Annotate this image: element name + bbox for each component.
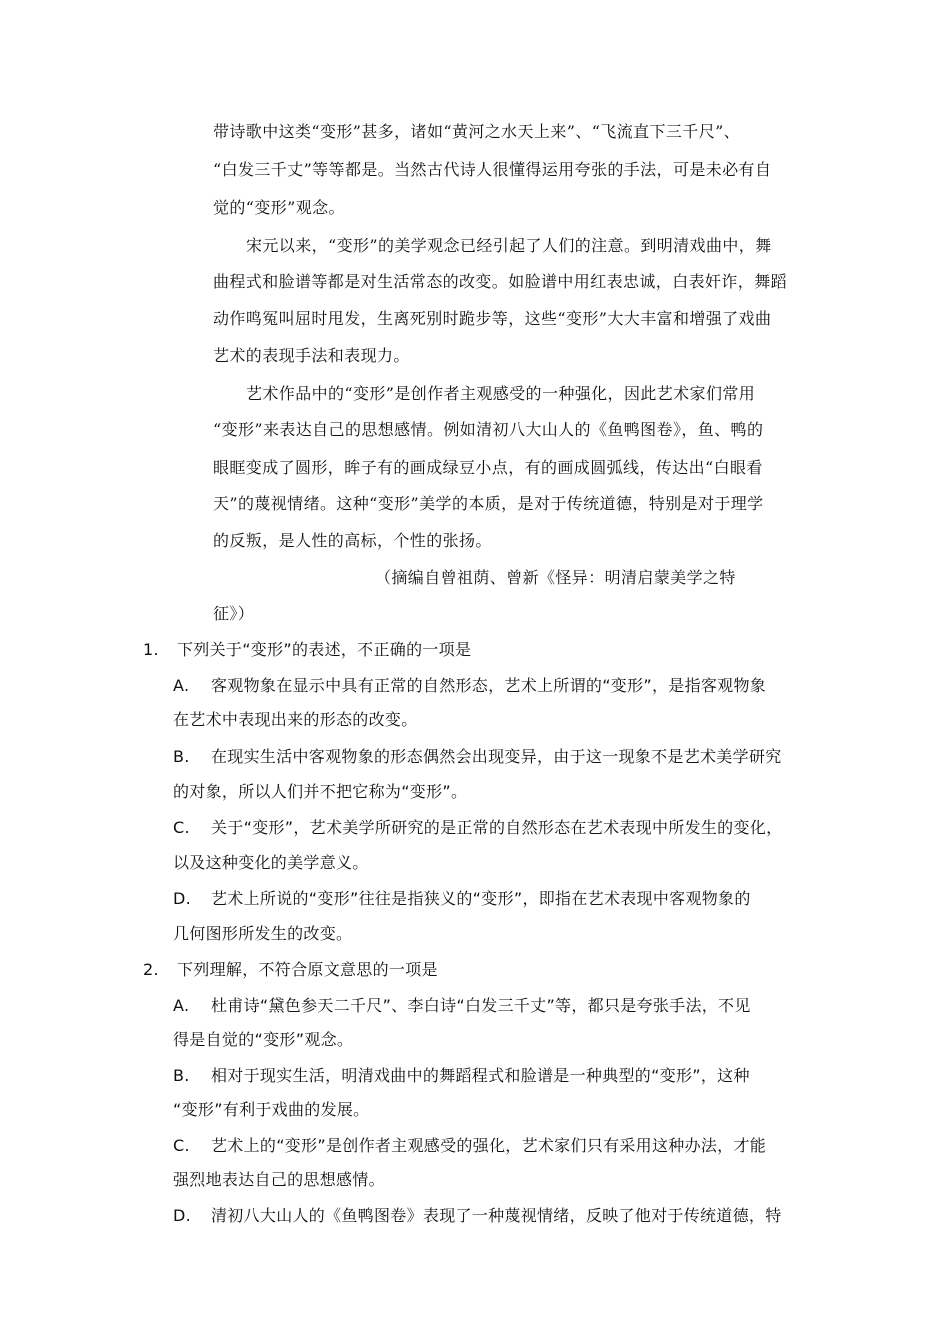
question-number: 1.	[143, 640, 159, 659]
passage-line: 艺术的表现手法和表现力。	[213, 346, 410, 365]
option-continuation: 几何图形所发生的改变。	[173, 924, 353, 943]
passage-line: 艺术作品中的“变形”是创作者主观感受的一种强化，因此艺术家们常用	[246, 384, 756, 403]
option-text: 关于“变形”，艺术美学所研究的是正常的自然形态在艺术表现中所发生的变化，	[211, 818, 783, 837]
source-citation: 征》）	[213, 604, 255, 623]
passage-line: 带诗歌中这类“变形”甚多，诸如“黄河之水天上来”、“飞流直下三千尺”、	[213, 122, 741, 141]
question-text: 下列关于“变形”的表述，不正确的一项是	[177, 640, 472, 659]
option-c	[173, 1136, 766, 1156]
passage-line: 天”的蔑视情绪。这种“变形”美学的本质，是对于传统道德，特别是对于理学	[213, 494, 764, 513]
option-d	[173, 1206, 782, 1226]
option-letter: C.	[173, 818, 190, 837]
option-text: 艺术上所说的“变形”往往是指狭义的“变形”，即指在艺术表现中客观物象的	[211, 889, 751, 908]
option-letter: A.	[173, 996, 190, 1015]
question-text: 下列理解，不符合原文意思的一项是	[177, 960, 438, 979]
option-letter: B.	[173, 747, 190, 766]
option-continuation: 在艺术中表现出来的形态的改变。	[173, 710, 418, 729]
option-text: 相对于现实生活，明清戏曲中的舞蹈程式和脸谱是一种典型的“变形”，这种	[211, 1066, 750, 1085]
question-2-stem	[143, 960, 438, 980]
option-letter: D.	[173, 1206, 192, 1225]
option-continuation: 的对象，所以人们并不把它称为“变形”。	[173, 782, 468, 801]
option-continuation: “变形”有利于戏曲的发展。	[173, 1100, 370, 1119]
option-text: 在现实生活中客观物象的形态偶然会出现变异，由于这一现象不是艺术美学研究	[211, 747, 782, 766]
passage-line: 宋元以来，“变形”的美学观念已经引起了人们的注意。到明清戏曲中，舞	[246, 236, 772, 255]
option-b	[173, 747, 782, 767]
option-letter: B.	[173, 1066, 190, 1085]
passage-line: “白发三千丈”等等都是。当然古代诗人很懂得运用夸张的手法，可是未必有自	[213, 160, 772, 179]
passage-line: 动作鸣冤叫屈时甩发，生离死别时跪步等，这些“变形”大大丰富和增强了戏曲	[213, 309, 772, 328]
question-1-stem	[143, 640, 471, 660]
option-d	[173, 889, 751, 909]
passage-line: 觉的“变形”观念。	[213, 198, 345, 217]
passage-line: “变形”来表达自己的思想感情。例如清初八大山人的《鱼鸭图卷》，鱼、鸭的	[213, 420, 764, 439]
passage-line: 曲程式和脸谱等都是对生活常态的改变。如脸谱中用红表忠诚，白表奸诈，舞蹈	[213, 272, 788, 291]
passage-line: 眼眶变成了圆形，眸子有的画成绿豆小点，有的画成圆弧线，传达出“白眼看	[213, 458, 763, 477]
option-letter: D.	[173, 889, 192, 908]
option-text: 杜甫诗“黛色参天二千尺”、李白诗“白发三千丈”等，都只是夸张手法，不见	[211, 996, 751, 1015]
option-letter: C.	[173, 1136, 190, 1155]
option-b	[173, 1066, 750, 1086]
option-text: 艺术上的“变形”是创作者主观感受的强化，艺术家们只有采用这种办法，才能	[211, 1136, 767, 1155]
option-text: 清初八大山人的《鱼鸭图卷》表现了一种蔑视情绪，反映了他对于传统道德，特	[211, 1206, 782, 1225]
option-a	[173, 676, 766, 696]
option-letter: A.	[173, 676, 190, 695]
option-text: 客观物象在显示中具有正常的自然形态，艺术上所谓的“变形”，是指客观物象	[211, 676, 767, 695]
passage-line: 的反叛，是人性的高标，个性的张扬。	[213, 531, 492, 550]
option-a	[173, 996, 751, 1016]
option-continuation: 强烈地表达自己的思想感情。	[173, 1170, 385, 1189]
option-continuation: 以及这种变化的美学意义。	[173, 853, 369, 872]
source-citation: （摘编自曾祖荫、曾新《怪异：明清启蒙美学之特	[375, 568, 736, 587]
option-c	[173, 818, 782, 838]
option-continuation: 得是自觉的“变形”观念。	[173, 1030, 354, 1049]
question-number: 2.	[143, 960, 159, 979]
